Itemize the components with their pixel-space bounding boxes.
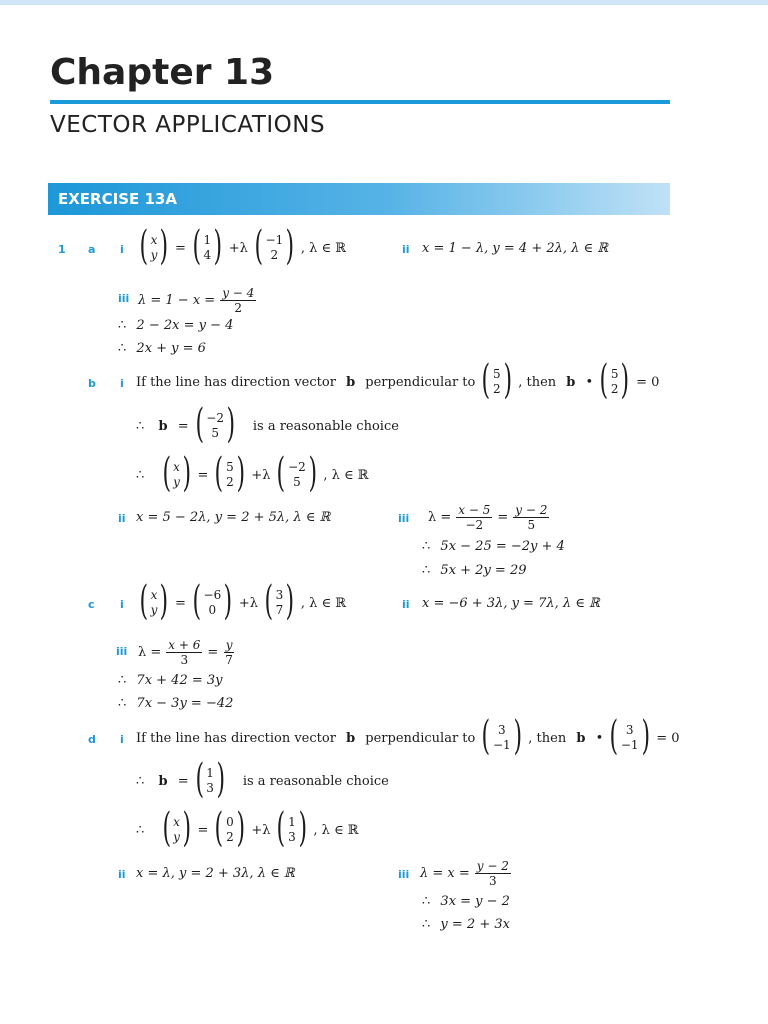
part-c-iii-label: iii xyxy=(116,645,128,658)
part-c-i-label: i xyxy=(120,598,124,611)
vector-b-normal-2: ( 5 2 ) xyxy=(599,357,630,403)
vector-c-direction: ( 3 7 ) xyxy=(264,578,295,624)
part-c-label: c xyxy=(88,598,95,611)
part-c-ii-equation: x = −6 + 3λ, y = 7λ, λ ∈ ℝ xyxy=(422,596,600,611)
part-d-i-line: ∴ ( x y ) = ( 0 2 ) +λ ( 1 3 ) , λ ∈ ℝ xyxy=(136,805,359,851)
part-d-i-label: i xyxy=(120,733,124,746)
part-c-iii-line-1: λ = $\frac{x + 6}{3}$ = $\frac{y}{7}$ xyxy=(138,638,233,667)
part-b-iii-line-1: λ = $\frac{x - 5}{-2}$ = $\frac{y - 2}{5}$ xyxy=(428,503,548,532)
part-a-iii-line-1: λ = 1 − x = $\frac{y - 4}{2}$ xyxy=(138,286,255,315)
top-accent-bar xyxy=(0,0,768,5)
part-d-i-choice: ∴ b = ( 1 3 ) is a reasonable choice xyxy=(136,756,389,802)
question-number: 1 xyxy=(58,243,66,256)
vector-xy-d: ( x y ) xyxy=(162,805,192,851)
part-b-i-statement: If the line has direction vector b perpendicular to ( 5 2 ) , then b • ( 5 2 ) = 0 xyxy=(136,357,660,403)
vector-b-point: ( 5 2 ) xyxy=(214,450,245,496)
vector-a-direction: ( −1 2 ) xyxy=(254,223,295,269)
vector-b-normal: ( 5 2 ) xyxy=(481,357,512,403)
part-b-iii-line-3: ∴ 5x + 2y = 29 xyxy=(422,563,527,578)
vector-d-direction-2: ( 1 3 ) xyxy=(276,805,307,851)
part-b-iii-label: iii xyxy=(398,512,410,525)
part-c-iii-line-3: ∴ 7x − 3y = −42 xyxy=(118,696,234,711)
vector-b-direction: ( −2 5 ) xyxy=(195,401,236,447)
part-a-iii-label: iii xyxy=(118,292,130,305)
vector-d-direction: ( 1 3 ) xyxy=(195,756,226,802)
vector-a-point: ( 1 4 ) xyxy=(192,223,223,269)
part-a-iii-line-3: ∴ 2x + y = 6 xyxy=(118,341,206,356)
part-c-ii-label: ii xyxy=(402,598,410,611)
vector-b-direction-2: ( −2 5 ) xyxy=(276,450,317,496)
vector-xy-c: ( x y ) xyxy=(139,578,169,624)
part-b-ii-label: ii xyxy=(118,512,126,525)
part-c-iii-line-2: ∴ 7x + 42 = 3y xyxy=(118,673,223,688)
part-d-ii-equation: x = λ, y = 2 + 3λ, λ ∈ ℝ xyxy=(136,866,295,881)
part-b-i-choice: ∴ b = ( −2 5 ) is a reasonable choice xyxy=(136,401,399,447)
vector-xy-b: ( x y ) xyxy=(162,450,192,496)
chapter-subtitle: VECTOR APPLICATIONS xyxy=(50,112,326,138)
exercise-banner xyxy=(48,183,670,215)
part-d-iii-label: iii xyxy=(398,868,410,881)
part-a-i-label: i xyxy=(120,243,124,256)
vector-c-point: ( −6 0 ) xyxy=(192,578,233,624)
part-d-iii-line-2: ∴ 3x = y − 2 xyxy=(422,894,510,909)
part-b-i-line: ∴ ( x y ) = ( 5 2 ) +λ ( −2 5 ) , λ ∈ ℝ xyxy=(136,450,369,496)
vector-d-point: ( 0 2 ) xyxy=(214,805,245,851)
part-b-iii-line-2: ∴ 5x − 25 = −2y + 4 xyxy=(422,539,565,554)
chapter-rule xyxy=(50,100,670,104)
part-a-i-equation: ( x y ) = ( 1 4 ) +λ ( −1 2 ) , λ ∈ ℝ xyxy=(136,230,346,266)
part-a-ii-label: ii xyxy=(402,243,410,256)
vector-xy: ( x y ) xyxy=(139,223,169,269)
part-c-i-equation: ( x y ) = ( −6 0 ) +λ ( 3 7 ) , λ ∈ ℝ xyxy=(136,585,346,621)
part-b-label: b xyxy=(88,377,96,390)
exercise-title: EXERCISE 13A xyxy=(58,190,177,208)
part-d-label: d xyxy=(88,733,96,746)
part-d-ii-label: ii xyxy=(118,868,126,881)
vector-d-normal: ( 3 −1 ) xyxy=(481,713,522,759)
part-a-ii-equation: x = 1 − λ, y = 4 + 2λ, λ ∈ ℝ xyxy=(422,241,609,256)
vector-d-normal-2: ( 3 −1 ) xyxy=(609,713,650,759)
part-d-iii-line-3: ∴ y = 2 + 3x xyxy=(422,917,510,932)
part-b-i-label: i xyxy=(120,377,124,390)
chapter-title: Chapter 13 xyxy=(50,52,275,93)
part-a-label: a xyxy=(88,243,96,256)
part-d-iii-line-1: λ = x = $\frac{y - 2}{3}$ xyxy=(420,859,509,888)
part-b-ii-equation: x = 5 − 2λ, y = 2 + 5λ, λ ∈ ℝ xyxy=(136,510,331,525)
part-a-iii-line-2: ∴ 2 − 2x = y − 4 xyxy=(118,318,234,333)
part-d-i-statement: If the line has direction vector b perpendicular to ( 3 −1 ) , then b • ( 3 −1 ) = 0 xyxy=(136,713,680,759)
